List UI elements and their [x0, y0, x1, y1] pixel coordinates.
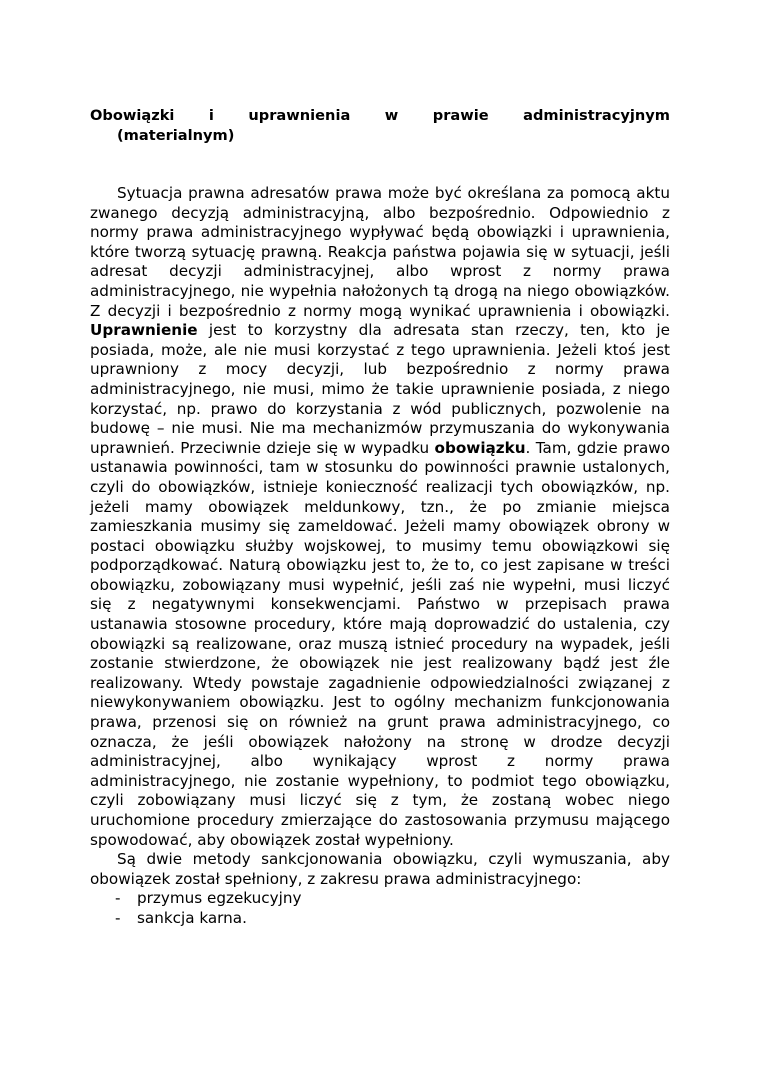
document-page — [90, 106, 670, 929]
paragraph-2: Są dwie metody sankcjonowania obowiązku, czyli wymuszania, aby obowiązek został spełniony, z zakresu prawa administracyjnego: — [90, 850, 670, 888]
term-uprawnienie: Uprawnienie — [90, 321, 198, 340]
paragraph-1-text-b: jest to korzystny dla adresata stan rzeczy, ten, kto je posiada, może, ale nie musi korzystać z tego uprawnienia. Jeżeli ktoś jest uprawniony z mocy decyzji, lub bezpośrednio z normy prawa administracyjnego, nie musi, mimo że takie uprawnienie posiada, z niego korzystać, np. prawo do korzystania z wód publicznych, pozwolenie na budowę – nie musi. Nie ma mechanizmów przymuszania do wykonywania uprawnień. Przeciwnie dzieje się w wypadku — [90, 321, 670, 457]
list-item — [90, 909, 670, 929]
paragraph-1 — [90, 184, 670, 850]
sanction-methods-list — [90, 889, 670, 928]
paragraph-1-text-a: Sytuacja prawna adresatów prawa może być określana za pomocą aktu zwanego decyzją administracyjną, albo bezpośrednio. Odpowiednio z normy prawa administracyjnego wypływać będą obowiązki i uprawnienia, które tworzą sytuację prawną. Reakcja państwa pojawia się w sytuacji, jeśli adresat decyzji administracyjnej, albo wprost z normy prawa administracyjnego, nie wypełnia nałożonych tą drogą na niego obowiązków. Z decyzji i bezpośrednio z normy mogą wynikać uprawnienia i obowiązki. — [90, 184, 670, 320]
list-item — [90, 889, 670, 909]
paragraph-1-text-c: . Tam, gdzie prawo ustanawia powinności, tam w stosunku do powinności prawnie ustalonych, czyli do obowiązków, istnieje konieczność realizacji tych obowiązków, np. jeżeli mamy obowiązek meldunkowy, tzn., że po zmianie miejsca zamieszkania musimy się zameldować. Jeżeli mamy obowiązek obrony w postaci obowiązku służby wojskowej, to musimy temu obowiązkowi się podporządkować. Naturą obowiązku jest to, że to, co jest zapisane w treści obowiązku, zobowiązany musi wypełnić, jeśli zaś nie wypełni, musi liczyć się z negatywnymi konsekwencjami. Państwo w przepisach prawa ustanawia stosowne procedury, które mają doprowadzić do ustalenia, czy obowiązki są realizowane, oraz muszą istnieć procedury na wypadek, jeśli zostanie stwierdzone, że obowiązek nie jest realizowany bądź jest źle realizowany. Wtedy powstaje zagadnienie odpowiedzialności związanej z niewykonywaniem obowiązku. Jest to ogólny mechanizm funkcjonowania prawa, przenosi się on również na grunt prawa administracyjnego, co oznacza, że jeśli obowiązek nałożony na stronę w drodze decyzji administracyjnej, albo wynikający wprost z normy prawa administracyjnego, nie zostanie wypełniony, to podmiot tego obowiązku, czyli zobowiązany musi liczyć się z tym, że zostaną wobec niego uruchomione procedury zmierzające do zastosowania przymusu mającego spowodować, aby obowiązek został wypełniony. — [90, 438, 670, 849]
list-bullet: - — [115, 889, 121, 908]
document-title-line1: Obowiązki i uprawnienia w prawie administracyjnym — [90, 107, 670, 124]
document-title-line2: (materialnym) — [117, 127, 235, 144]
list-bullet: - — [115, 908, 121, 927]
list-item-text: sankcja karna. — [137, 908, 247, 927]
list-item-text: przymus egzekucyjny — [137, 889, 302, 908]
term-obowiazek: obowiązku — [434, 438, 526, 457]
